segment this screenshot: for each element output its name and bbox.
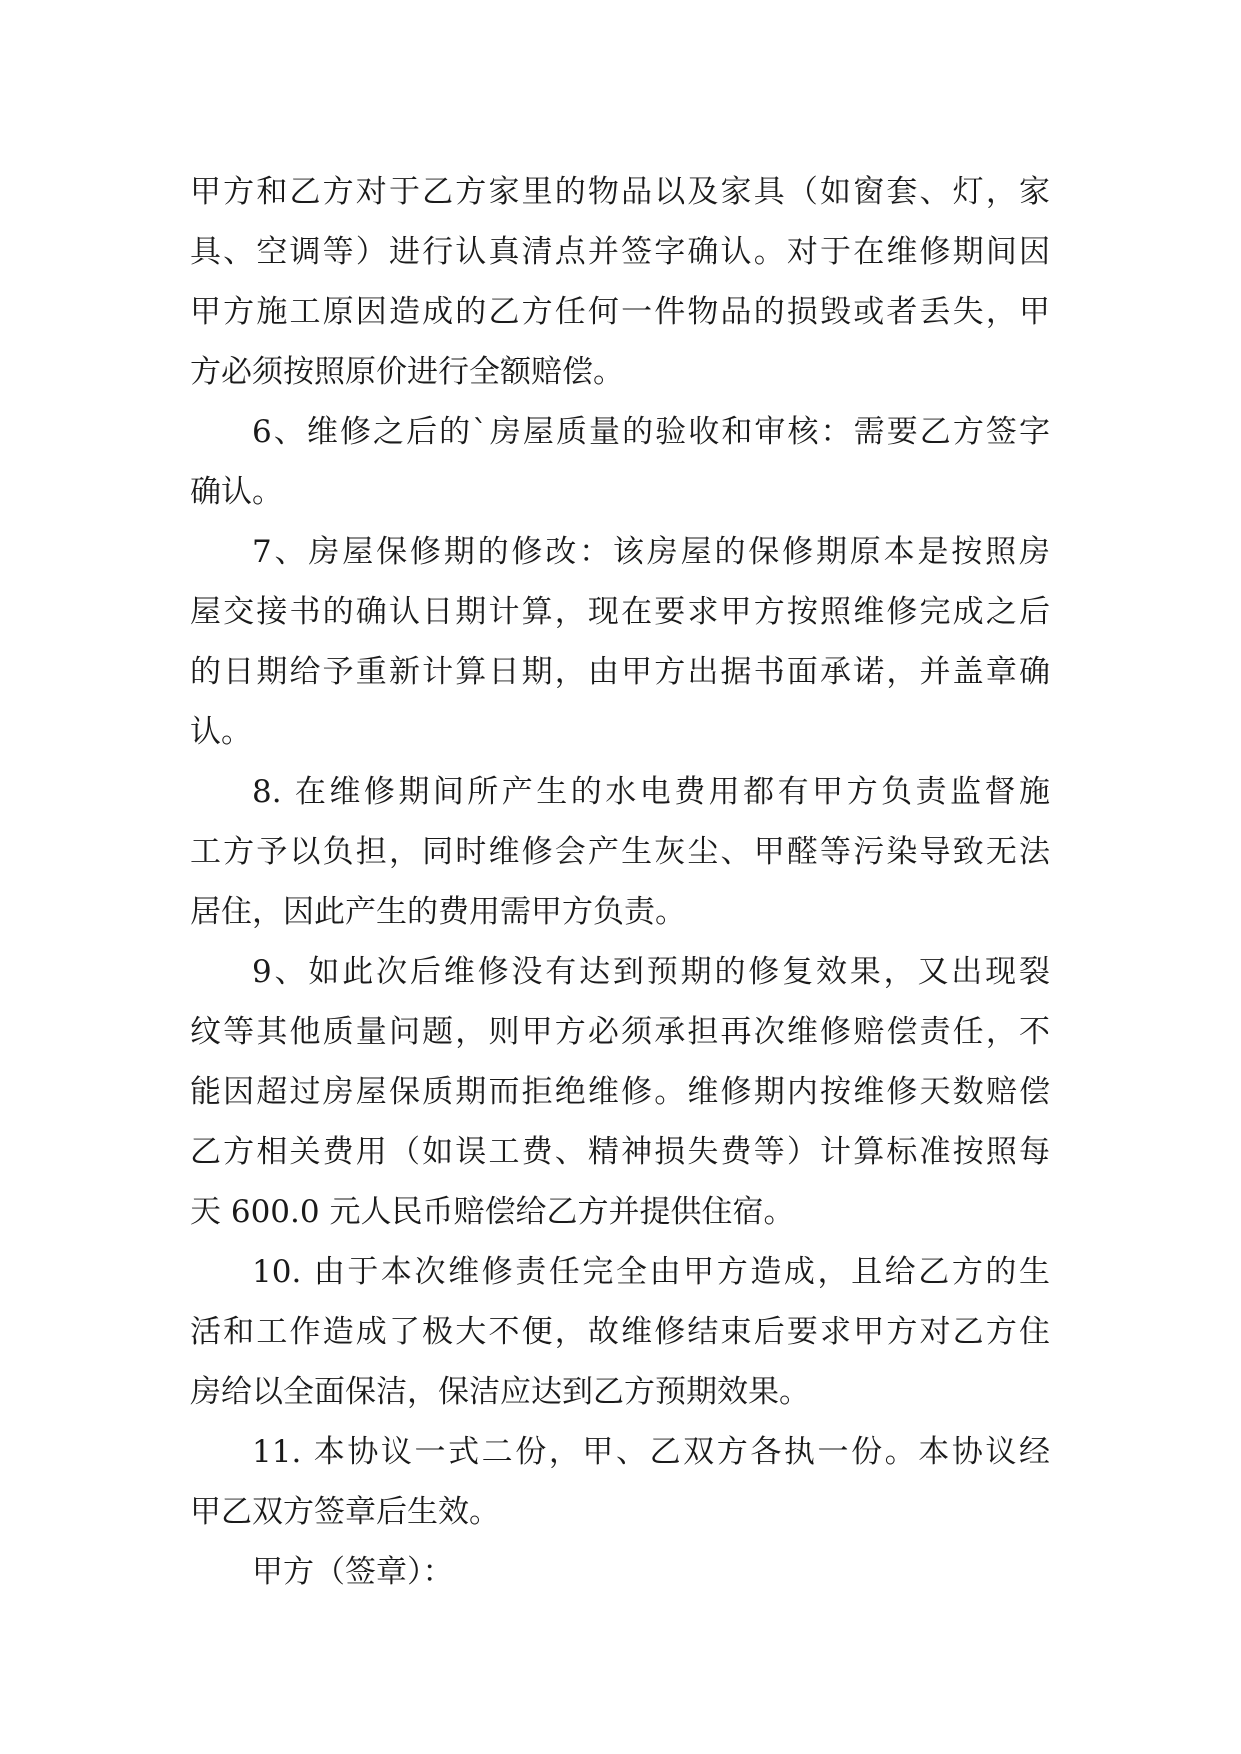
document-page	[190, 162, 1050, 1602]
text-line: 6、维修之后的`房屋质量的验收和审核：需要乙方签字	[252, 414, 1050, 450]
text-line: 的日期给予重新计算日期，由甲方出据书面承诺，并盖章确	[190, 654, 1050, 690]
paragraph-6	[190, 402, 1050, 522]
text-line: 10. 由于本次维修责任完全由甲方造成，且给乙方的生	[252, 1254, 1050, 1290]
paragraph-7	[190, 522, 1050, 762]
text-line: 能因超过房屋保质期而拒绝维修。维修期内按维修天数赔偿	[190, 1074, 1050, 1110]
text-line: 工方予以负担，同时维修会产生灰尘、甲醛等污染导致无法	[190, 834, 1050, 870]
text-line: 屋交接书的确认日期计算，现在要求甲方按照维修完成之后	[190, 594, 1050, 630]
party-a-signature-label: 甲方（签章）：	[252, 1554, 454, 1590]
text-line: 活和工作造成了极大不便，故维修结束后要求甲方对乙方住	[190, 1314, 1050, 1350]
text-line: 房给以全面保洁，保洁应达到乙方预期效果。	[190, 1374, 810, 1410]
text-line: 乙方相关费用（如误工费、精神损失费等）计算标准按照每	[190, 1134, 1050, 1170]
text-line: 天 600.0 元人民币赔偿给乙方并提供住宿。	[190, 1194, 795, 1230]
text-line: 居住，因此产生的费用需甲方负责。	[190, 894, 686, 930]
paragraph-10	[190, 1242, 1050, 1422]
text-line: 认。	[190, 714, 252, 750]
paragraph-9	[190, 942, 1050, 1242]
text-line: 纹等其他质量问题，则甲方必须承担再次维修赔偿责任，不	[190, 1014, 1050, 1050]
text-line: 7、房屋保修期的修改：该房屋的保修期原本是按照房	[252, 534, 1050, 570]
text-line: 11. 本协议一式二份，甲、乙双方各执一份。本协议经	[252, 1434, 1050, 1470]
paragraph-5-continuation	[190, 162, 1050, 402]
text-line: 甲方施工原因造成的乙方任何一件物品的损毁或者丢失，甲	[190, 294, 1050, 330]
text-line: 方必须按照原价进行全额赔偿。	[190, 354, 624, 390]
text-line: 确认。	[190, 474, 283, 510]
paragraph-11	[190, 1422, 1050, 1542]
text-line: 甲乙双方签章后生效。	[190, 1494, 500, 1530]
signature-block	[190, 1542, 1050, 1602]
text-line: 9、如此次后维修没有达到预期的修复效果，又出现裂	[252, 954, 1050, 990]
text-line: 甲方和乙方对于乙方家里的物品以及家具（如窗套、灯，家	[190, 174, 1050, 210]
text-line: 8. 在维修期间所产生的水电费用都有甲方负责监督施	[252, 774, 1050, 810]
text-line: 具、空调等）进行认真清点并签字确认。对于在维修期间因	[190, 234, 1050, 270]
paragraph-8	[190, 762, 1050, 942]
